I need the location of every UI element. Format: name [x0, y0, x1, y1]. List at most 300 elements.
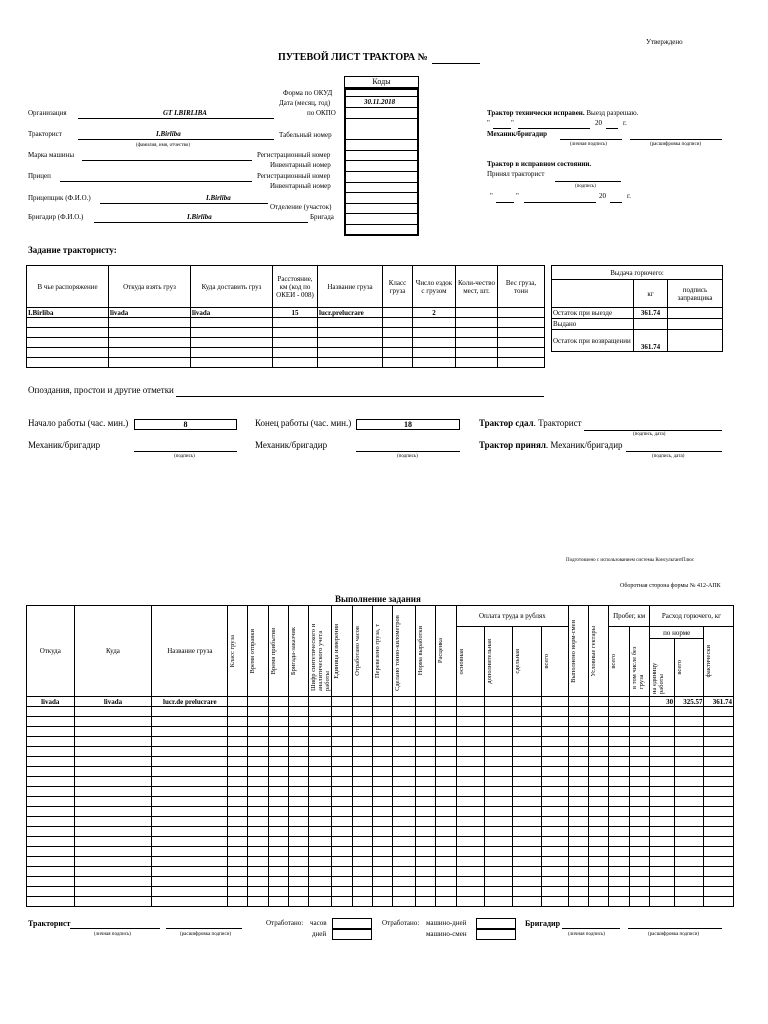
exec-cell[interactable] [332, 757, 352, 767]
exec-cell[interactable] [436, 877, 456, 887]
exec-cell[interactable] [675, 867, 704, 877]
exec-cell[interactable] [541, 697, 568, 707]
exec-cell[interactable] [393, 727, 416, 737]
exec-cell[interactable] [248, 747, 268, 757]
exec-cell[interactable] [268, 787, 288, 797]
exec-cell[interactable] [629, 697, 649, 707]
exec-cell[interactable] [416, 707, 436, 717]
exec-cell[interactable] [288, 887, 308, 897]
exec-cell[interactable] [228, 817, 248, 827]
exec-cell[interactable] [416, 857, 436, 867]
exec-cell[interactable] [416, 877, 436, 887]
exec-cell[interactable] [268, 807, 288, 817]
exec-cell[interactable] [629, 847, 649, 857]
exec-cell[interactable] [541, 807, 568, 817]
exec-cell[interactable] [436, 777, 456, 787]
exec-cell[interactable] [248, 787, 268, 797]
exec-cell[interactable] [268, 767, 288, 777]
exec-cell[interactable] [609, 857, 629, 867]
exec-cell[interactable] [629, 727, 649, 737]
exec-cell[interactable] [568, 817, 588, 827]
exec-cell[interactable] [309, 857, 332, 867]
exec-cell[interactable] [456, 697, 484, 707]
exec-cell[interactable] [629, 717, 649, 727]
exec-cell[interactable] [268, 857, 288, 867]
exec-cell[interactable] [27, 827, 75, 837]
exec-cell[interactable] [609, 697, 629, 707]
exec-cell[interactable] [393, 737, 416, 747]
exec-cell[interactable] [332, 747, 352, 757]
exec-cell[interactable] [568, 857, 588, 867]
exec-cell[interactable] [27, 777, 75, 787]
exec-cell[interactable] [416, 787, 436, 797]
exec-cell[interactable] [649, 807, 674, 817]
exec-cell[interactable] [248, 867, 268, 877]
exec-cell[interactable] [416, 807, 436, 817]
exec-cell[interactable] [393, 887, 416, 897]
exec-cell[interactable] [436, 797, 456, 807]
exec-cell[interactable] [309, 877, 332, 887]
exec-cell[interactable] [268, 897, 288, 907]
exec-cell[interactable] [332, 697, 352, 707]
exec-cell[interactable] [629, 827, 649, 837]
exec-cell[interactable] [649, 897, 674, 907]
exec-cell[interactable] [393, 777, 416, 787]
exec-cell[interactable] [649, 737, 674, 747]
exec-cell[interactable] [649, 777, 674, 787]
exec-cell[interactable] [541, 847, 568, 857]
exec-cell[interactable] [541, 787, 568, 797]
exec-cell[interactable] [649, 757, 674, 767]
exec-cell[interactable] [309, 717, 332, 727]
exec-cell[interactable]: 325.57 [675, 697, 704, 707]
exec-cell[interactable] [268, 757, 288, 767]
exec-cell[interactable] [309, 887, 332, 897]
exec-cell[interactable] [675, 797, 704, 807]
exec-cell[interactable] [393, 847, 416, 857]
exec-cell[interactable] [288, 807, 308, 817]
exec-cell[interactable] [152, 747, 228, 757]
exec-cell[interactable] [485, 837, 513, 847]
exec-cell[interactable] [609, 747, 629, 757]
exec-cell[interactable] [609, 767, 629, 777]
exec-cell[interactable] [704, 857, 734, 867]
exec-cell[interactable] [268, 747, 288, 757]
exec-cell[interactable] [288, 717, 308, 727]
exec-cell[interactable] [416, 827, 436, 837]
task-cell[interactable] [383, 308, 413, 318]
exec-cell[interactable] [456, 797, 484, 807]
exec-cell[interactable] [629, 797, 649, 807]
exec-cell[interactable] [609, 737, 629, 747]
exec-cell[interactable] [513, 777, 541, 787]
exec-cell[interactable] [74, 807, 152, 817]
exec-cell[interactable] [609, 827, 629, 837]
exec-cell[interactable] [416, 727, 436, 737]
exec-cell[interactable] [629, 887, 649, 897]
exec-cell[interactable] [372, 787, 392, 797]
exec-cell[interactable] [309, 897, 332, 907]
exec-cell[interactable] [309, 727, 332, 737]
exec-cell[interactable] [416, 747, 436, 757]
exec-cell[interactable] [609, 707, 629, 717]
exec-cell[interactable] [152, 717, 228, 727]
exec-cell[interactable] [152, 707, 228, 717]
exec-cell[interactable] [372, 867, 392, 877]
exec-cell[interactable] [568, 777, 588, 787]
exec-cell[interactable] [485, 847, 513, 857]
exec-cell[interactable] [456, 707, 484, 717]
exec-cell[interactable] [228, 847, 248, 857]
exec-cell[interactable] [513, 897, 541, 907]
exec-cell[interactable] [589, 737, 609, 747]
exec-cell[interactable] [568, 797, 588, 807]
exec-cell[interactable] [485, 827, 513, 837]
exec-cell[interactable] [152, 777, 228, 787]
exec-cell[interactable] [649, 747, 674, 757]
exec-cell[interactable] [485, 767, 513, 777]
exec-cell[interactable] [541, 777, 568, 787]
exec-cell[interactable] [27, 767, 75, 777]
exec-cell[interactable] [74, 797, 152, 807]
exec-cell[interactable] [352, 757, 372, 767]
exec-cell[interactable] [74, 707, 152, 717]
exec-cell[interactable] [393, 857, 416, 867]
exec-cell[interactable] [352, 837, 372, 847]
exec-cell[interactable] [513, 737, 541, 747]
exec-cell[interactable] [74, 877, 152, 887]
exec-cell[interactable] [436, 847, 456, 857]
exec-cell[interactable] [268, 707, 288, 717]
exec-cell[interactable] [74, 747, 152, 757]
exec-cell[interactable] [393, 697, 416, 707]
exec-cell[interactable] [629, 787, 649, 797]
exec-cell[interactable] [27, 877, 75, 887]
exec-cell[interactable] [456, 847, 484, 857]
exec-cell[interactable] [675, 727, 704, 737]
exec-cell[interactable] [675, 817, 704, 827]
exec-cell[interactable] [309, 817, 332, 827]
exec-cell[interactable] [675, 777, 704, 787]
task-cell[interactable]: livada [191, 308, 273, 318]
exec-cell[interactable] [27, 887, 75, 897]
exec-cell[interactable] [589, 767, 609, 777]
exec-cell[interactable] [248, 707, 268, 717]
exec-cell[interactable] [704, 737, 734, 747]
exec-cell[interactable] [675, 807, 704, 817]
exec-cell[interactable] [704, 887, 734, 897]
exec-cell[interactable] [568, 807, 588, 817]
exec-cell[interactable] [393, 817, 416, 827]
exec-cell[interactable] [352, 787, 372, 797]
exec-cell[interactable] [675, 757, 704, 767]
exec-cell[interactable] [649, 707, 674, 717]
exec-cell[interactable] [436, 857, 456, 867]
exec-cell[interactable] [485, 857, 513, 867]
exec-cell[interactable] [152, 897, 228, 907]
exec-cell[interactable] [393, 867, 416, 877]
exec-cell[interactable]: 30 [649, 697, 674, 707]
exec-cell[interactable] [309, 757, 332, 767]
exec-cell[interactable] [704, 797, 734, 807]
exec-cell[interactable] [27, 797, 75, 807]
exec-cell[interactable] [268, 777, 288, 787]
exec-cell[interactable] [27, 707, 75, 717]
exec-cell[interactable] [248, 827, 268, 837]
exec-cell[interactable] [541, 857, 568, 867]
exec-cell[interactable] [332, 707, 352, 717]
exec-cell[interactable] [609, 867, 629, 877]
exec-cell[interactable] [485, 867, 513, 877]
exec-cell[interactable] [568, 877, 588, 887]
exec-cell[interactable] [288, 777, 308, 787]
exec-cell[interactable] [629, 867, 649, 877]
exec-cell[interactable] [568, 847, 588, 857]
exec-cell[interactable] [704, 727, 734, 737]
exec-cell[interactable] [675, 707, 704, 717]
exec-cell[interactable] [541, 867, 568, 877]
exec-cell[interactable] [541, 797, 568, 807]
exec-cell[interactable] [541, 707, 568, 717]
exec-cell[interactable] [352, 777, 372, 787]
exec-cell[interactable] [436, 817, 456, 827]
exec-cell[interactable] [248, 697, 268, 707]
exec-cell[interactable] [485, 737, 513, 747]
exec-cell[interactable] [456, 877, 484, 887]
exec-cell[interactable] [485, 877, 513, 887]
number-field[interactable] [432, 63, 480, 64]
exec-cell[interactable] [228, 697, 248, 707]
exec-cell[interactable] [485, 897, 513, 907]
exec-cell[interactable] [309, 787, 332, 797]
exec-cell[interactable] [649, 727, 674, 737]
exec-cell[interactable] [589, 817, 609, 827]
exec-cell[interactable] [541, 757, 568, 767]
exec-cell[interactable] [485, 717, 513, 727]
exec-cell[interactable] [228, 707, 248, 717]
exec-cell[interactable] [513, 707, 541, 717]
exec-cell[interactable] [589, 707, 609, 717]
exec-cell[interactable] [649, 787, 674, 797]
exec-cell[interactable] [352, 727, 372, 737]
exec-cell[interactable] [541, 887, 568, 897]
exec-cell[interactable] [416, 767, 436, 777]
exec-cell[interactable] [27, 737, 75, 747]
exec-cell[interactable] [541, 897, 568, 907]
exec-cell[interactable] [332, 837, 352, 847]
exec-cell[interactable] [436, 767, 456, 777]
exec-cell[interactable] [27, 727, 75, 737]
exec-cell[interactable] [485, 787, 513, 797]
exec-cell[interactable] [309, 847, 332, 857]
exec-cell[interactable] [248, 847, 268, 857]
exec-cell[interactable] [27, 857, 75, 867]
exec-cell[interactable] [288, 697, 308, 707]
exec-cell[interactable] [456, 757, 484, 767]
exec-cell[interactable] [649, 827, 674, 837]
exec-cell[interactable] [288, 747, 308, 757]
exec-cell[interactable] [456, 777, 484, 787]
exec-cell[interactable] [268, 827, 288, 837]
exec-cell[interactable] [675, 827, 704, 837]
exec-cell[interactable] [416, 887, 436, 897]
exec-cell[interactable] [513, 797, 541, 807]
exec-cell[interactable] [541, 877, 568, 887]
exec-cell[interactable] [589, 897, 609, 907]
exec-cell[interactable] [541, 817, 568, 827]
exec-cell[interactable] [228, 807, 248, 817]
exec-cell[interactable] [589, 747, 609, 757]
exec-cell[interactable] [416, 777, 436, 787]
exec-cell[interactable] [609, 717, 629, 727]
exec-cell[interactable] [352, 827, 372, 837]
exec-cell[interactable] [288, 787, 308, 797]
exec-cell[interactable] [513, 757, 541, 767]
exec-cell[interactable] [568, 697, 588, 707]
exec-cell[interactable] [372, 897, 392, 907]
task-cell[interactable] [498, 308, 545, 318]
exec-cell[interactable] [704, 787, 734, 797]
exec-cell[interactable] [74, 757, 152, 767]
exec-cell[interactable] [74, 847, 152, 857]
exec-cell[interactable] [485, 817, 513, 827]
exec-cell[interactable] [332, 807, 352, 817]
exec-cell[interactable] [27, 757, 75, 767]
exec-cell[interactable] [436, 897, 456, 907]
exec-cell[interactable] [332, 727, 352, 737]
exec-cell[interactable] [589, 837, 609, 847]
exec-cell[interactable] [332, 777, 352, 787]
exec-cell[interactable] [589, 807, 609, 817]
exec-cell[interactable] [568, 837, 588, 847]
task-cell[interactable]: livada [109, 308, 191, 318]
exec-cell[interactable] [152, 857, 228, 867]
exec-cell[interactable] [352, 857, 372, 867]
exec-cell[interactable] [228, 857, 248, 867]
exec-cell[interactable] [513, 887, 541, 897]
exec-cell[interactable] [27, 787, 75, 797]
exec-cell[interactable] [589, 727, 609, 737]
exec-cell[interactable]: livada [74, 697, 152, 707]
exec-cell[interactable] [228, 837, 248, 847]
exec-cell[interactable] [372, 887, 392, 897]
exec-cell[interactable] [393, 837, 416, 847]
exec-cell[interactable] [485, 757, 513, 767]
exec-cell[interactable] [393, 877, 416, 887]
exec-cell[interactable] [568, 827, 588, 837]
exec-cell[interactable] [27, 807, 75, 817]
exec-cell[interactable] [568, 727, 588, 737]
exec-cell[interactable] [589, 787, 609, 797]
exec-cell[interactable] [416, 817, 436, 827]
end-value[interactable]: 18 [356, 419, 460, 430]
exec-cell[interactable] [629, 737, 649, 747]
exec-cell[interactable] [393, 767, 416, 777]
exec-cell[interactable] [513, 727, 541, 737]
exec-cell[interactable] [352, 737, 372, 747]
exec-cell[interactable] [27, 817, 75, 827]
exec-cell[interactable] [436, 727, 456, 737]
exec-cell[interactable] [372, 717, 392, 727]
exec-cell[interactable] [568, 707, 588, 717]
exec-cell[interactable] [704, 707, 734, 717]
exec-cell[interactable] [27, 717, 75, 727]
exec-cell[interactable] [609, 837, 629, 847]
exec-cell[interactable] [436, 887, 456, 897]
fuel-row-value[interactable] [634, 319, 668, 330]
days-field[interactable] [332, 929, 372, 940]
exec-cell[interactable] [456, 717, 484, 727]
task-cell[interactable]: 2 [413, 308, 456, 318]
exec-cell[interactable] [332, 717, 352, 727]
hours-field[interactable] [332, 918, 372, 929]
exec-cell[interactable] [485, 707, 513, 717]
fuel-row-value[interactable]: 361.74 [634, 308, 668, 319]
exec-cell[interactable] [309, 807, 332, 817]
exec-cell[interactable] [568, 737, 588, 747]
exec-cell[interactable] [228, 827, 248, 837]
exec-cell[interactable] [152, 807, 228, 817]
exec-cell[interactable] [332, 877, 352, 887]
exec-cell[interactable] [704, 817, 734, 827]
exec-cell[interactable] [393, 827, 416, 837]
exec-cell[interactable] [609, 787, 629, 797]
exec-cell[interactable] [513, 867, 541, 877]
exec-cell[interactable] [288, 837, 308, 847]
exec-cell[interactable] [436, 867, 456, 877]
exec-cell[interactable] [589, 757, 609, 767]
exec-cell[interactable] [228, 897, 248, 907]
exec-cell[interactable] [675, 887, 704, 897]
exec-cell[interactable] [609, 727, 629, 737]
exec-cell[interactable] [228, 777, 248, 787]
exec-cell[interactable] [568, 767, 588, 777]
exec-cell[interactable] [541, 767, 568, 777]
exec-cell[interactable] [74, 787, 152, 797]
exec-cell[interactable] [704, 837, 734, 847]
exec-cell[interactable] [152, 887, 228, 897]
exec-cell[interactable] [629, 767, 649, 777]
exec-cell[interactable] [704, 747, 734, 757]
exec-cell[interactable] [649, 717, 674, 727]
exec-cell[interactable] [268, 737, 288, 747]
exec-cell[interactable] [675, 847, 704, 857]
exec-cell[interactable] [393, 787, 416, 797]
exec-cell[interactable] [152, 767, 228, 777]
exec-cell[interactable] [152, 797, 228, 807]
exec-cell[interactable] [416, 717, 436, 727]
exec-cell[interactable] [372, 857, 392, 867]
exec-cell[interactable] [589, 717, 609, 727]
exec-cell[interactable] [228, 787, 248, 797]
exec-cell[interactable] [485, 797, 513, 807]
exec-cell[interactable] [288, 897, 308, 907]
exec-cell[interactable] [485, 887, 513, 897]
exec-cell[interactable] [152, 877, 228, 887]
exec-cell[interactable] [288, 757, 308, 767]
exec-cell[interactable] [485, 697, 513, 707]
exec-cell[interactable] [456, 767, 484, 777]
exec-cell[interactable] [513, 697, 541, 707]
exec-cell[interactable] [228, 877, 248, 887]
exec-cell[interactable] [513, 807, 541, 817]
exec-cell[interactable] [436, 707, 456, 717]
exec-cell[interactable] [675, 877, 704, 887]
exec-cell[interactable] [568, 867, 588, 877]
exec-cell[interactable] [513, 877, 541, 887]
exec-cell[interactable] [629, 807, 649, 817]
exec-cell[interactable] [309, 867, 332, 877]
